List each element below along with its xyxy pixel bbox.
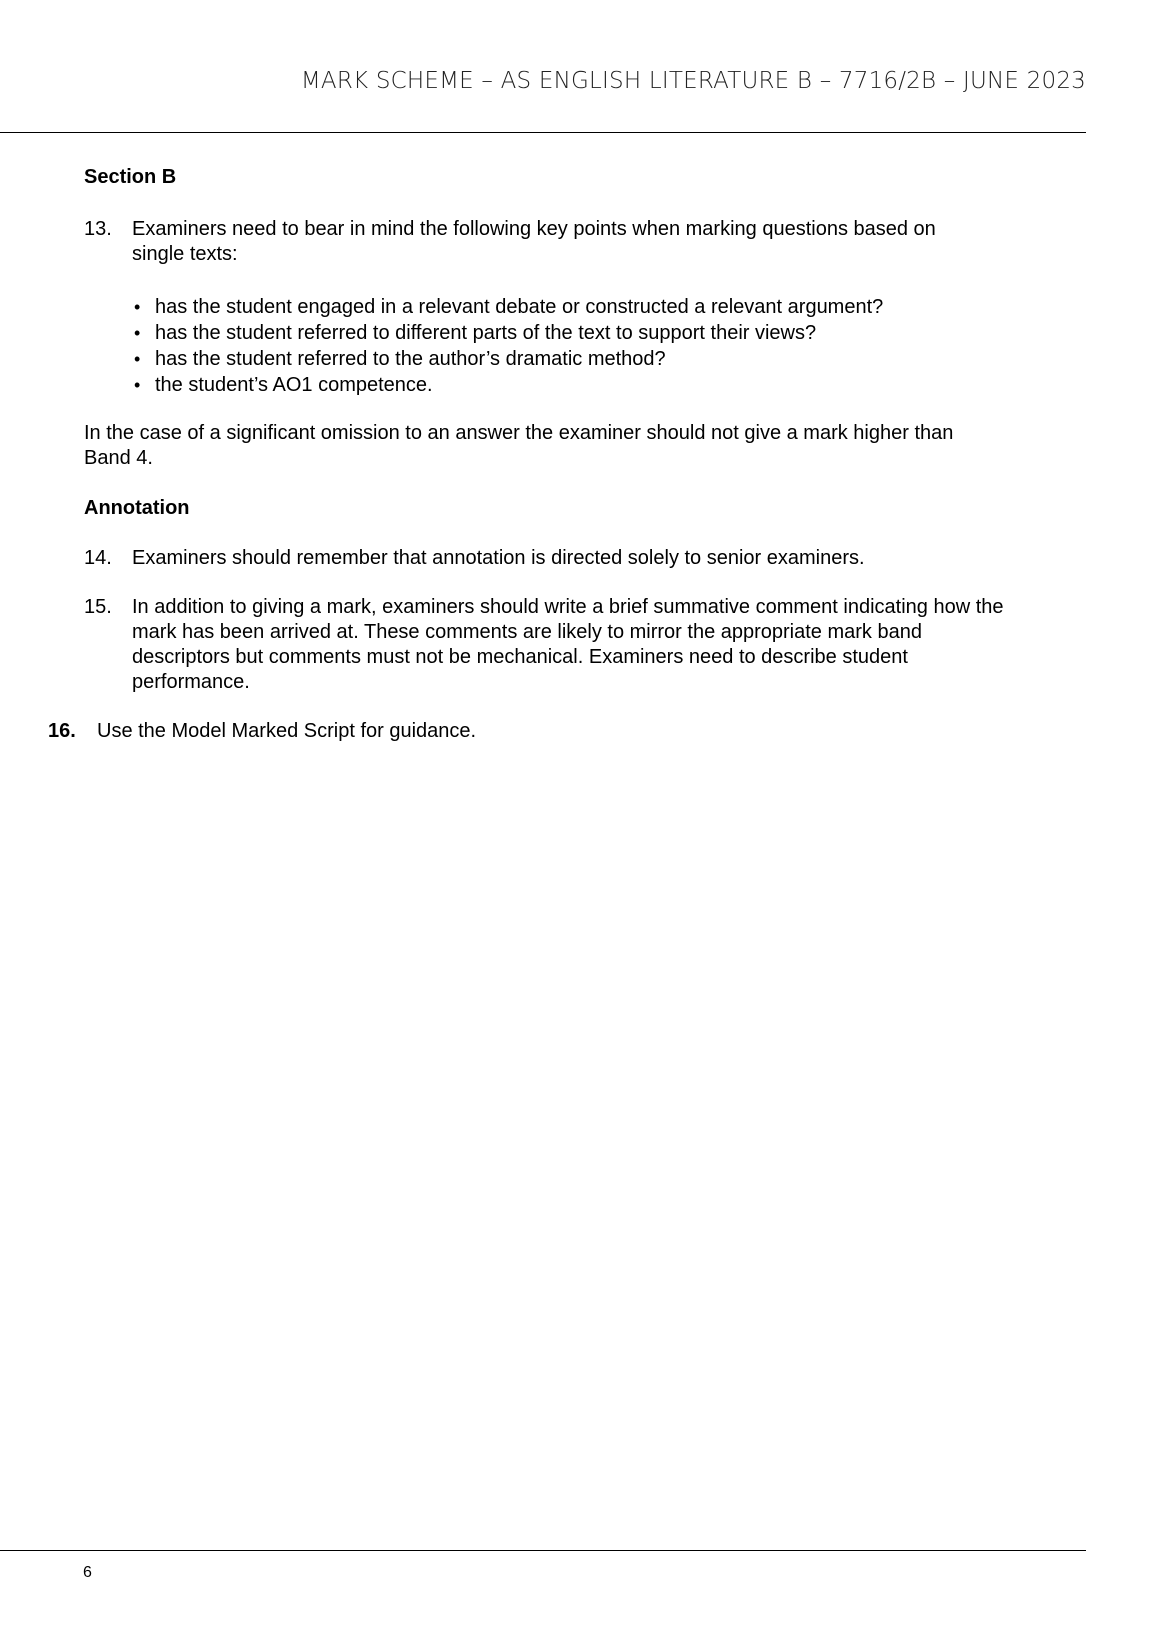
key-points-list (134, 294, 883, 398)
key-point-item: • the student’s AO1 competence. (134, 372, 883, 398)
item-15-line-4: performance. (132, 671, 250, 693)
item-13-line-2: single texts: (132, 243, 238, 265)
key-point-item: • has the student engaged in a relevant debate or constructed a relevant argument? (134, 294, 883, 320)
item-15-line-2: mark has been arrived at. These comments are likely to mirror the appropriate mark band (132, 621, 922, 643)
item-13-line-1: Examiners need to bear in mind the following key points when marking questions based on (132, 218, 936, 240)
item-15-number: 15. (84, 596, 112, 618)
item-15-line-3: descriptors but comments must not be mechanical. Examiners need to describe student (132, 646, 908, 668)
item-16-number: 16. (48, 720, 76, 742)
header-divider (0, 132, 1086, 133)
omission-note-line-1: In the case of a significant omission to an answer the examiner should not give a mark higher than (84, 422, 954, 444)
section-b-heading: Section B (84, 166, 177, 188)
item-13-number: 13. (84, 218, 112, 240)
annotation-heading: Annotation (84, 497, 190, 519)
page-header-title: MARK SCHEME – AS ENGLISH LITERATURE B – 7716/2B – JUNE 2023 (300, 68, 1086, 94)
item-15-line-1: In addition to giving a mark, examiners should write a brief summative comment indicating how the (132, 596, 1004, 618)
omission-note-line-2: Band 4. (84, 447, 153, 469)
item-14-number: 14. (84, 547, 112, 569)
key-point-item: • has the student referred to the author’s dramatic method? (134, 346, 883, 372)
item-14-text: Examiners should remember that annotation is directed solely to senior examiners. (132, 547, 865, 569)
page-number: 6 (83, 1564, 92, 1581)
key-point-item: • has the student referred to different parts of the text to support their views? (134, 320, 883, 346)
footer-divider (0, 1550, 1086, 1551)
item-16-text: Use the Model Marked Script for guidance. (97, 720, 477, 742)
